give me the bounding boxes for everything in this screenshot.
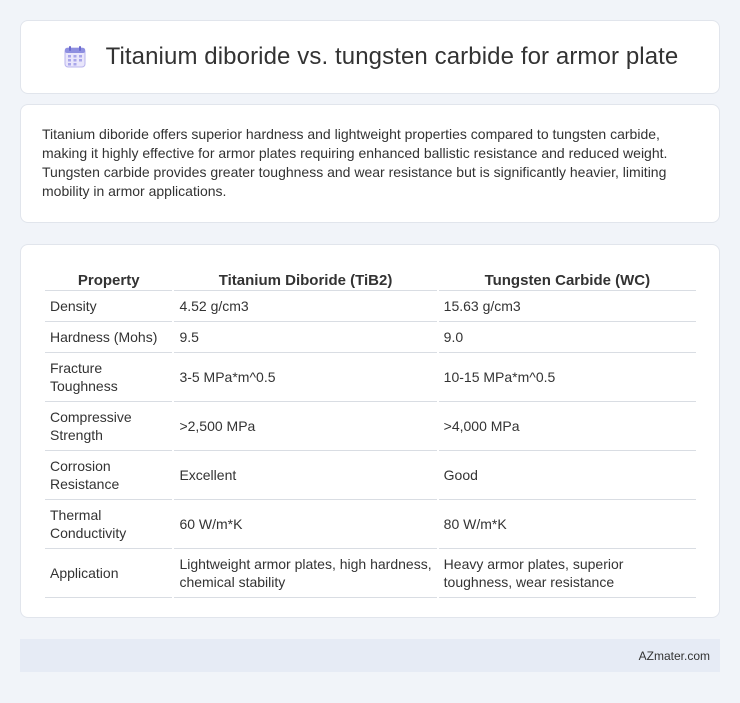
- table-row: [45, 291, 696, 322]
- tib2-cell: 4.52 g/cm3: [174, 291, 436, 322]
- property-cell: Density: [45, 291, 172, 322]
- header-wc: Tungsten Carbide (WC): [439, 265, 696, 291]
- tib2-cell: >2,500 MPa: [174, 402, 436, 451]
- property-cell: Application: [45, 549, 172, 598]
- table-row: [45, 353, 696, 402]
- wc-cell: 9.0: [439, 322, 696, 353]
- property-cell: Hardness (Mohs): [45, 322, 172, 353]
- table-row: [45, 500, 696, 549]
- summary-card: [20, 104, 720, 223]
- header-property: Property: [45, 265, 172, 291]
- property-cell: Corrosion Resistance: [45, 451, 172, 500]
- table-row: [45, 322, 696, 353]
- wc-cell: 80 W/m*K: [439, 500, 696, 549]
- wc-cell: Heavy armor plates, superior toughness, wear resistance: [439, 549, 696, 598]
- property-cell: Fracture Toughness: [45, 353, 172, 402]
- title-card: [20, 20, 720, 94]
- tib2-cell: 9.5: [174, 322, 436, 353]
- property-cell: Compressive Strength: [45, 402, 172, 451]
- wc-cell: 10-15 MPa*m^0.5: [439, 353, 696, 402]
- wc-cell: Good: [439, 451, 696, 500]
- table-row: [45, 402, 696, 451]
- tib2-cell: Lightweight armor plates, high hardness, chemical stability: [174, 549, 436, 598]
- wc-cell: 15.63 g/cm3: [439, 291, 696, 322]
- tib2-cell: 3-5 MPa*m^0.5: [174, 353, 436, 402]
- footer: [20, 639, 720, 672]
- comparison-card: [20, 244, 720, 618]
- tib2-cell: Excellent: [174, 451, 436, 500]
- tib2-cell: 60 W/m*K: [174, 500, 436, 549]
- footer-source: AZmater.com: [638, 648, 710, 663]
- table-row: [45, 451, 696, 500]
- summary-text: Titanium diboride offers superior hardness and lightweight properties compared to tungsten carbide, making it highly effective for armor plates requiring enhanced ballistic resistance and reduced weight. Tungsten carbide provides greater toughness and wear resistance but is significantly heavier, limiting mobility in armor applications.: [42, 126, 668, 199]
- comparison-table: [43, 265, 698, 598]
- wc-cell: >4,000 MPa: [439, 402, 696, 451]
- title-wrap: [62, 43, 679, 71]
- table-header-row: [45, 265, 696, 291]
- header-tib2: Titanium Diboride (TiB2): [174, 265, 436, 291]
- page-title: Titanium diboride vs. tungsten carbide for armor plate: [105, 43, 679, 70]
- property-cell: Thermal Conductivity: [45, 500, 172, 549]
- calendar-icon: [62, 44, 88, 70]
- table-row: [45, 549, 696, 598]
